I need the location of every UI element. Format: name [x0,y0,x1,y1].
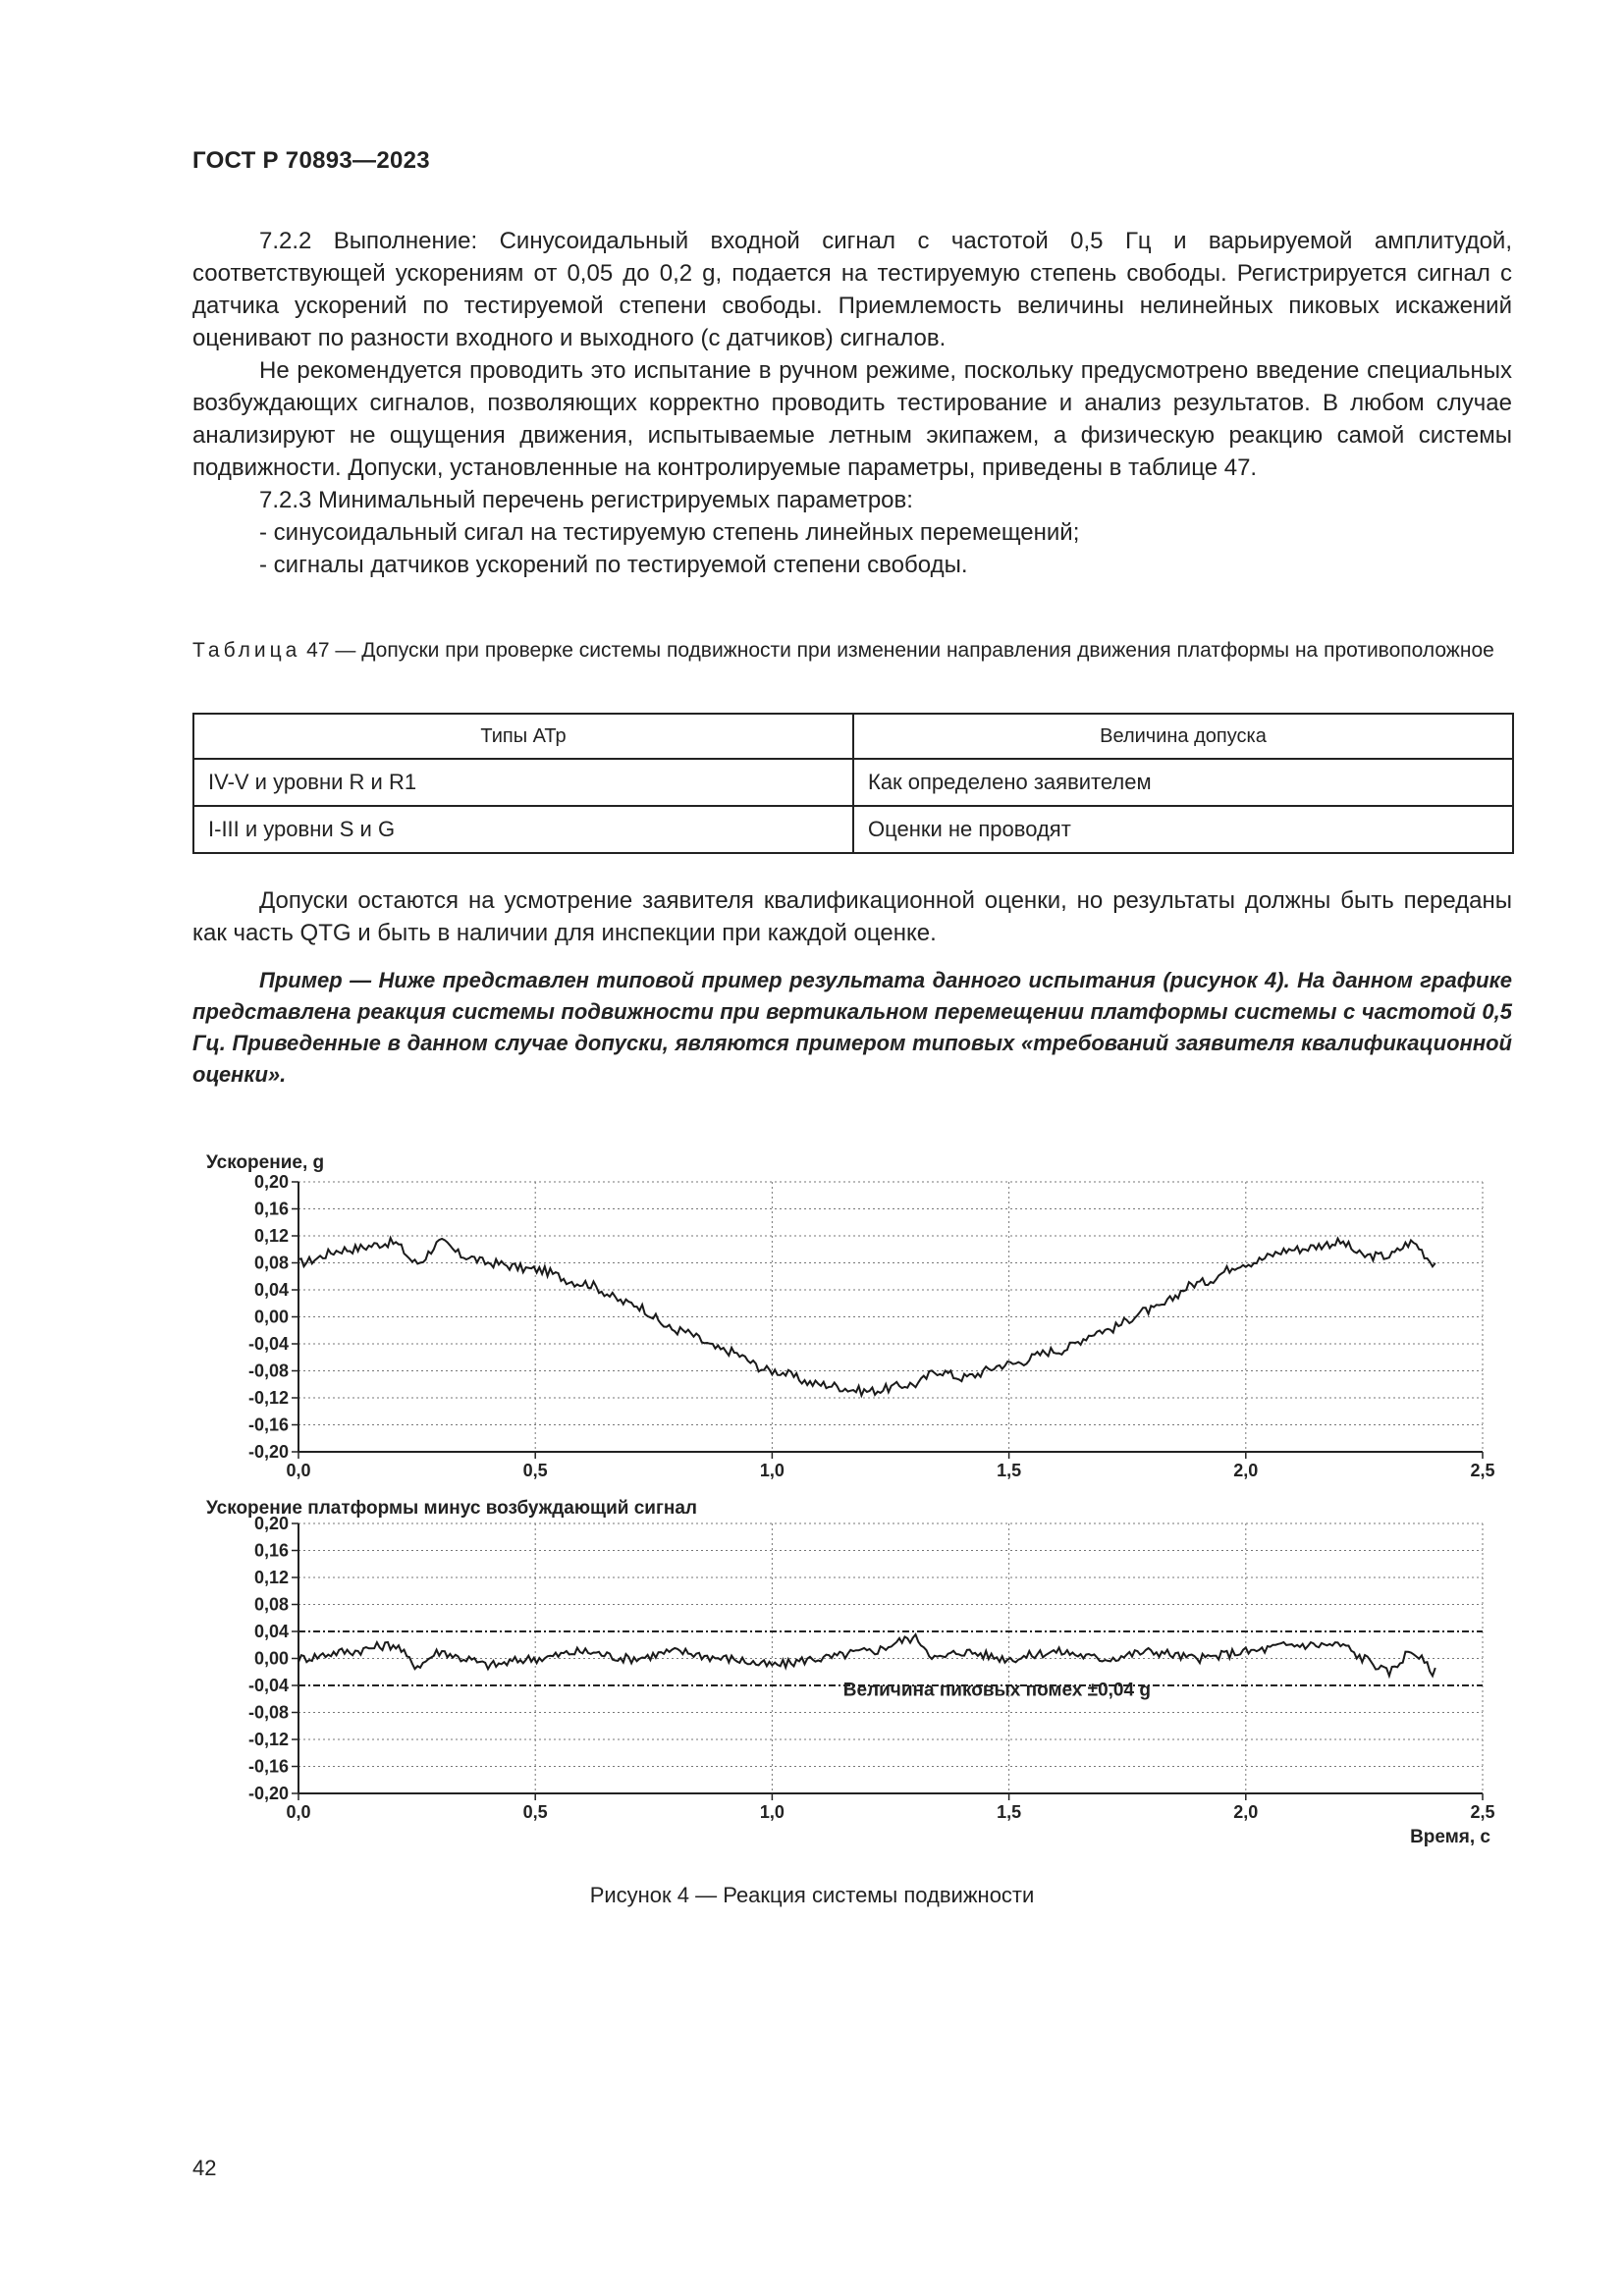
y-tick-label: 0,20 [253,1172,289,1192]
y-tick-label: 0,04 [253,1622,289,1641]
table-cell: Как определено заявителем [853,759,1513,806]
section-text [192,225,1512,581]
paragraph: Допуски остаются на усмотрение заявителя квалификационной оценки, но результаты должны быть переданы как часть QTG и быть в наличии для инспекции при каждой оценке. [192,887,1512,946]
y-tick-label: 0,00 [253,1307,289,1327]
table-caption [192,637,1512,665]
table-cell: IV-V и уровни R и R1 [193,759,853,806]
y-tick-label: -0,04 [247,1334,289,1354]
table-cell: Оценки не проводят [853,806,1513,853]
list-item: - синусоидальный сигал на тестируемую степень линейных перемещений; [259,519,1080,546]
table-header-cell: Величина допуска [853,714,1513,759]
x-tick-label: 2,5 [1470,1461,1495,1480]
y-tick-label: -0,20 [247,1442,289,1462]
x-tick-label: 2,5 [1470,1802,1495,1822]
table-header-cell: Типы АТр [193,714,853,759]
page-number: 42 [192,2156,217,2180]
y-tick-label: -0,12 [247,1388,289,1408]
y-tick-label: 0,00 [253,1648,289,1669]
x-tick-label: 0,0 [286,1802,311,1822]
y-tick-label: 0,12 [253,1568,289,1587]
y-tick-label: 0,08 [253,1253,289,1273]
y-tick-label: 0,20 [253,1514,289,1533]
list-item: - сигналы датчиков ускорений по тестируемой степени свободы. [259,552,968,578]
y-tick-label: -0,08 [247,1361,289,1381]
table-caption-text: 47 — Допуски при проверке системы подвижности при изменении направления движения платформы на противоположное [300,639,1494,662]
paragraph: Не рекомендуется проводить это испытание в ручном режиме, поскольку предусмотрено введение специальных возбуждающих сигналов, позволяющих корректно проводить тестирование и анализ результатов. В любом случае анализируют не ощущения движения, испытываемые летным экипажем, а физическую реакцию самой системы подвижности. Допуски, установленные на контролируемые параметры, приведены в таблице 47. [192,357,1512,481]
table-header-row [193,714,1513,759]
y-tick-label: -0,12 [247,1730,289,1749]
x-tick-label: 1,0 [759,1461,785,1480]
y-tick-label: -0,16 [247,1415,289,1435]
x-tick-label: 2,0 [1233,1802,1259,1822]
x-tick-label: 0,0 [286,1461,311,1480]
paragraph: 7.2.2 Выполнение: Синусоидальный входной сигнал с частотой 0,5 Гц и варьируемой амплитудой, соответствующей ускорениям от 0,05 до 0,2 g, подается на тестируемую степень свободы. Регистрируется сигнал с датчика ускорений по тестируемой степени свободы. Приемлемость величины нелинейных пиковых искажений оценивают по разности входного и выходного (с датчиков) сигналов. [192,228,1512,351]
figure-4-charts [0,1129,1624,1875]
document-header: ГОСТ Р 70893—2023 [192,147,430,174]
table-row [193,806,1513,853]
y-tick-label: 0,12 [253,1226,289,1246]
y-tick-label: 0,08 [253,1594,289,1615]
x-axis-label: Время, с [1410,1827,1490,1847]
series-line [298,1238,1435,1396]
x-tick-label: 1,5 [997,1461,1022,1480]
y-tick-label: -0,08 [247,1702,289,1723]
chart-title: Ускорение платформы минус возбуждающий сигнал [206,1498,698,1519]
y-tick-label: 0,16 [253,1540,289,1561]
x-tick-label: 2,0 [1233,1461,1259,1480]
x-tick-label: 0,5 [522,1461,548,1480]
x-tick-label: 1,5 [997,1802,1022,1822]
example-note: Пример — Ниже представлен типовой пример результата данного испытания (рисунок 4). На данном графике представлена реакция системы подвижности при вертикальном перемещении платформы системы с частотой 0,5 Гц. Приведенные в данном случае допуски, являются примером типовых «требований заявителя квалификационной оценки». [192,968,1512,1087]
y-tick-label: 0,16 [253,1199,289,1219]
y-tick-label: -0,16 [247,1756,289,1777]
tolerance-table [192,713,1514,854]
y-tick-label: 0,04 [253,1280,289,1300]
figure-caption: Рисунок 4 — Реакция системы подвижности [589,1883,1035,1907]
y-axis-label: Ускорение, g [206,1152,325,1173]
paragraph: 7.2.3 Минимальный перечень регистрируемых параметров: [259,487,913,513]
series-line [298,1634,1435,1676]
table-row [193,759,1513,806]
tolerance-annotation: Величина пиковых помех ±0,04 g [842,1680,1151,1701]
x-tick-label: 1,0 [759,1802,785,1822]
after-table-text [192,884,1512,949]
table-caption-prefix: Таблица [192,639,301,662]
y-tick-label: -0,04 [247,1676,289,1695]
y-tick-label: -0,20 [247,1784,289,1803]
table-cell: I-III и уровни S и G [193,806,853,853]
x-tick-label: 0,5 [522,1802,548,1822]
